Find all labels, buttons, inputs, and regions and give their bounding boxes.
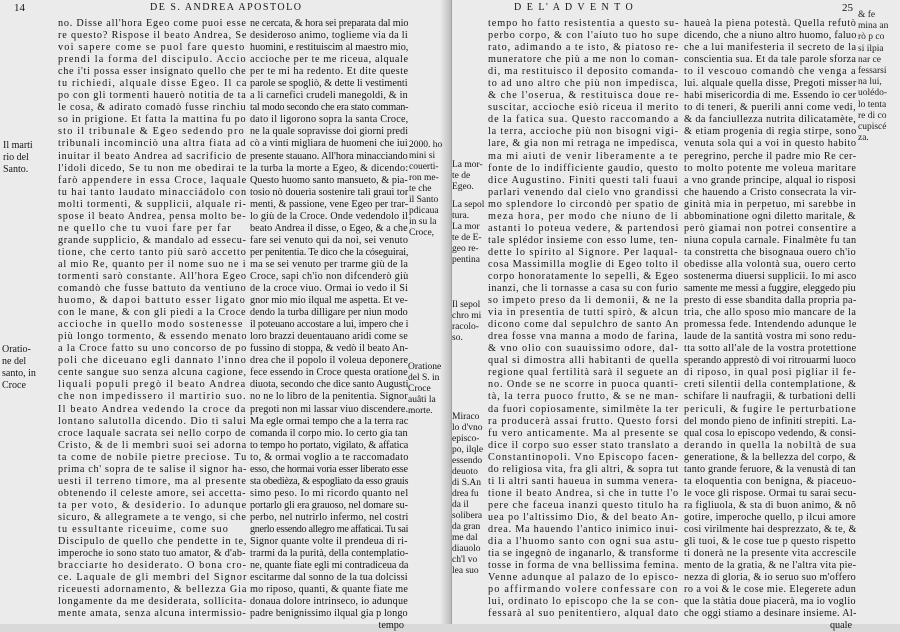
text-line: huomo, & dapoi battuto esser ligato [58,295,246,307]
text-line: haueà la piena potestà. Quella refutò [684,18,857,29]
text-line: tanto grande feruore, & la venustà di tan [684,463,856,475]
text-line: che a lui manifesteria il secreto de la [684,42,857,54]
text-line: fonte de lo indifficiente gaudio, questo [488,162,679,174]
margin-note-sepolchro: Il sepol chro mi racolo- so. [452,300,482,343]
text-line: ta come de nobile pietre preciose. Tu [58,451,248,463]
text-line: niuna copula carnale. Finalmète fu tan [684,234,857,246]
text-line: Questo huomo santo mansueto, & pia- [250,174,408,186]
text-line: lo giù de la Croce. Onde vedendolo il [250,210,408,222]
text-line: gli tuoi, & le cose tue p questo rispetto [684,536,856,548]
text-line: venuta sola qui a voi in questo habito [684,138,857,150]
text-line: astanti lo poteua vedere, & partendosi [488,222,680,234]
text-line: muneratore che più a me non lo coman- [488,54,679,66]
text-line: gotire, imperoche quello, p ilcui amore [684,511,857,523]
text-line: pregoti non mi lassar viuo discendere. [250,403,409,415]
text-line: & vno olio con suauissimo odore, dal- [488,343,679,355]
text-line: parole se spogliò, & dette li vestimenti [250,78,408,90]
text-line: per penitentia. Te dico che la cóseguirai, [250,246,409,258]
text-line: ta per voto, & desiderio. Io adunque [58,499,248,511]
text-line: che oggi stiamo a desinare insieme. Al- [684,608,857,620]
catchword: tempo [378,620,404,632]
text-line: tribunali incominciò una altra fiata ad [58,138,247,150]
text-line: però giamai non potrei consentire a [684,222,857,234]
right-page [452,0,900,632]
text-line: di, ma restituisco il deposito comanda- [488,66,679,78]
text-line: portarlo gli era grauoso, nel domare su- [250,499,408,511]
text-line: tormenti sarò constante. All'hora Egeo [58,270,247,282]
text-line: tione, che certo tanto più sarò accetto [58,246,247,258]
text-line: mente amata, senza alcuna intermissio- [58,608,247,620]
right-edge-margin-note: & fe mina an rò p co si ilpia nar ce fessarsi na lui, uolédo- lo tenta re di co cupiscé za. [858,10,889,144]
text-line: perbo, nel nutrirlo infermo, nel costri [250,511,409,523]
text-line: Signor quante volte il prendeua di ri- [250,536,408,548]
text-line: menti, & passione, vene Egeo per trar- [250,198,409,210]
text-line: a vno grande principe, alqual io risposi [684,174,857,186]
right-text-column-2 [684,18,856,632]
text-line: mo riposo, quanti, & quante fiate me [250,584,409,596]
text-line: via in presentia de tutti spirò, & alcun [488,307,679,319]
margin-note-2000-huomini: 2000. ho mini si couerti- ron me- te che il Santo pdicaua in su la Croce, [409,140,443,238]
text-line: sperando apprestò di voi ritrouarmi luoco [684,355,856,367]
text-line: ne la quale sopravisse doi giorni predi [250,126,409,138]
text-line: derando in quella la nobiltà de sua [684,439,857,451]
text-line: ginità mia in perpetuo, mi sarebbe in [684,198,857,210]
text-line: prima ch' sopra de te salise il signor ha- [58,463,248,475]
text-line: con le mane, & con gli piedi a la Croce [58,307,247,319]
text-line: bracciarte ho desiderato. O bona cro- [58,560,248,572]
text-line: habi misericordia di me. Essendo io cer [684,90,857,102]
text-line: Discipulo de quello che pendette in te, [58,536,248,548]
text-line: ti li altri santi haueua in summa venera- [488,475,679,487]
margin-note-miracolo: Miraco lo d'vno episco- po, ilqle essendo deuoto di S.An drea fu da il solibera da gran me dal diauolo ch'l vo lea suo [452,412,484,576]
catchword: quale [829,620,852,632]
text-line: cosa Massimilla moglie di Egeo tolto il [488,258,679,270]
text-line: dicendo, che a niuno altro huomo, faluo [684,30,857,42]
text-line: dicono come dal sepulchro de santo An [488,319,679,331]
text-line: sto il tribunale & Egeo sedendo pro [58,126,245,138]
text-line: fece essendo in Croce questa oratione [250,367,408,379]
text-line: Constantinopoli. Vno Episcopo facen- [488,451,679,463]
text-line: longamente da me desiderata, sollicita- [58,596,248,608]
text-line: le voce gli rispose. Ormai tu sarai secu- [684,487,857,499]
text-line: periculi, & fugire le perturbatione [684,403,857,415]
text-line: lui. alquale quella disse, Pregoti misser [684,78,857,90]
text-line: dette lo spirito al Signore. Per laqual- [488,246,679,258]
text-line: fare sei venuto qui da noi, sei venuto [250,234,409,246]
text-line: po affirmando volere confessare con [488,584,679,596]
text-line: croce laquale sacrata sei nello corpo de [58,427,247,439]
text-line: Cristo, & de li membri suoi sei adorna [58,439,248,451]
text-line: tale splédor insieme con esso lume, ten- [488,234,679,246]
text-line: cosi virilmente hai desprezzato, & te, & [684,523,857,535]
text-line: ne cercata, & hora sei preparata dal mio [250,18,409,29]
text-line: regione qual fertilità sarà il seguete an [488,367,679,379]
text-line: ce. Laquale de gli membri del Signor [58,572,248,584]
text-line: ra figliuola, & sta di buon animo, & nõ [684,499,857,511]
text-line: conscientia sua. Et da tale parole sforza [684,54,857,66]
text-line: inuitar il beato Andrea ad sacrificio de [58,150,247,162]
text-line: lontano salutolla dicendo. Dio ti salui [58,415,247,427]
text-line: sostenerma diuersi supplicii. Io mi asco [684,270,857,282]
margin-note-martirio: Il marti rio del Santo. [3,140,33,175]
text-line: & da fanciullezza nutrita dilicatamète, [684,114,857,126]
text-line: to, & ormai voglio a te raccomadato [250,451,409,463]
text-line: qual cosa lo episcopo vedendo, & consi- [684,427,857,439]
text-line: dice Augustino. Finiti questi tali fuaui [488,174,679,186]
text-line: tta sotto all'ale de la vostra protettione [684,343,857,355]
text-line: parlari venendo dal cielo vno grandissi [488,186,679,198]
text-line: no. Onde se ne scorre in puoca quanti- [488,379,679,391]
text-line: so in prigione. Et fatta la mattina fu po [58,114,247,126]
text-line: grande supplicio, & mandalo ad essecu- [58,234,247,246]
text-line: mento de la gratia, & ne l'altra vita pie- [684,560,857,572]
text-line: nezza di gloria, & io seruo suo m'offero [684,572,857,584]
text-line: accioche in quello modo sostenesse [58,319,244,331]
text-line: obedisse alla volontà sua, ouero certo [684,258,857,270]
text-line: ma mi aiuti de venir liberamente a te [488,150,679,162]
text-line: huomini, e restituiscim al maestro mio, [250,42,409,54]
text-line: le cosa, & adirato comadò fusse rinchiu [58,102,247,114]
text-line: to ad uno altro che più non impedisca, [488,78,679,90]
text-line: ra producerà assai frutto. Questo forsi [488,415,679,427]
left-text-column-1 [58,18,246,620]
margin-note-morte-egeo: La mor- te de Egeo. [452,160,483,192]
text-line: tia se ingegnò de inganarlo, & transforme [488,548,679,560]
text-line: pere che faceua inanzi questo titulo ha [488,499,680,511]
left-page-number: 14 [14,2,25,14]
text-line: uesti il terreno timore, ma al presente [58,475,247,487]
text-line: que la stàtia doue piacerà, ma io voglio [684,596,856,608]
text-line: ne quello che tu vuoi fare per far [58,222,233,234]
text-line: trarmi da la purità, della contemplatio- [250,548,409,560]
text-line: rato, adimando a te isto, & piatoso re- [488,42,680,54]
text-line: & che l'oserua, & restituisca doue re- [488,90,680,102]
text-line: de la fatica sua. Questo raccomando a [488,114,680,126]
text-line: ma se sei venuto per trarme giù de la [250,258,409,270]
text-line: lare, & gia non mi retraga ne impedisca, [488,138,679,150]
text-line: tu richiedi, alquale disse Egeo. Il ca [58,78,248,90]
text-line: riceuesti adornamento, & bellezza Gia [58,584,248,596]
right-page-number: 25 [842,2,853,14]
text-line: gnerlo essendo allegro me affaticai. Tu sai [250,523,409,535]
text-line: dato il ligorono sopra la santa Croce, [250,114,409,126]
text-line: da fuori copiosamente, similmète la ter [488,403,679,415]
text-line: obtenendo il celeste amore, sei accetta- [58,487,247,499]
text-line: dice il corpo suo esser stato translato a [488,439,679,451]
text-line: più longo tormento, & essendo menato [58,331,248,343]
text-line: to di teneri, & puerili anni come vedi, [684,102,857,114]
text-line: voi sapere come se puol fare questo [58,42,246,54]
text-line: la turba la morte a Egeo, & dicendo: [250,162,409,174]
text-line: loro brazzi deuentauano aridi come se [250,331,408,343]
text-line: ta constretta che bisognaua ouero ch'io [684,246,857,258]
right-text-column-1 [488,18,678,620]
text-line: a li carnefici crudeli manegoldi, & in [250,90,408,102]
right-running-head: D E L' A D V E N T O [514,2,635,13]
text-line: prendi la forma del discipulo. Accio [58,54,247,66]
text-line: perbo corpo, & con l'aiuto tuo ho supe [488,30,680,42]
text-line: che hauendo a Cristo consecrata la vir- [684,186,857,198]
text-line: suscitar, accioche esiò riceua il merito [488,102,680,114]
text-line: cente sangue suo senza alcuna cagione, [58,367,247,379]
text-line: molti tormenti, & supplicii, alquale ri- [58,198,247,210]
text-line: presente stauano. All'hora minacciando [250,150,408,162]
text-line: tu essultante riceuime, come suo [58,523,230,535]
text-line: comanda il corpo mio. Io certo gia tan [250,427,408,439]
text-line: ro a voi & le cose mie. Elegerete adun [684,584,857,596]
text-line: fussino di stoppa, & vedò il beato An- [250,343,409,355]
text-line: promessa fede. Intendendo adunque le [684,319,857,331]
text-line: al mio Re, quanto per il nome suo ne i [58,258,247,270]
text-line: diuota, secondo che dice santo Augusti [250,379,409,391]
text-line: mo splendore lo circondò per spatio de [488,198,680,210]
text-line: farò appendere in essa Croce, laquale [58,174,248,186]
margin-note-sepoltura: La sepol tura. La mor te de E- geo re- pentina [452,200,485,265]
text-line: re questo? Rispose il beato Andrea, Se [58,30,248,42]
text-line: a la Croce fatto su uno concorso de po [58,343,248,355]
text-line: ta eloquentia con benigna, & piaceuo- [684,475,857,487]
text-line: samente me messi a fuggire, eleggedo piu [684,283,856,295]
margin-note-oratione: Oratio- ne del santo, in Croce [2,344,36,391]
text-line: tosse in forma de vna bellissima femina. [488,560,680,572]
text-line: creti silentii della contemplatione, & [684,379,857,391]
text-line: po con gli tormenti hauerò notitia de ta [58,90,247,102]
text-line: & etiam progenia di regia stirpe, sono [684,126,857,138]
text-line: presto di esse sbandita dalla propria pa- [684,295,857,307]
text-line: spose il beato Andrea, pensa molto be- [58,210,247,222]
text-line: poli che diceuano egli dannato l'inno [58,355,247,367]
text-line: gnor mio mio ilqual me aspetta. Et ve- [250,295,408,307]
text-line: imperoche io sono stato tuo amator, & d'ab- [58,548,246,560]
text-line: do religiosa vita, fra gli altri, & sopra tut [488,463,679,475]
text-line: comandò che fusse battuto da ventiuno [58,283,247,295]
text-line: accioche per te me riceua, alquale [250,54,409,66]
text-line: to il vescouo comandò che venga a [684,66,857,78]
text-line: qual si dimostra alli habitanti de quella [488,355,680,367]
text-line: to tempo ho portato, vigilato, & affatica [250,439,409,451]
text-line: dendo la turba dilligare per niun modo [250,307,408,319]
text-line: padre benignissimo ilqual gia p longo [250,608,408,620]
text-line: ne, quante fiate egli mi contradiceua da [250,560,409,572]
text-line: per te mi ha redento. Et dite queste [250,66,409,78]
text-line: schifare li naufragii, & turbationi delli [684,391,856,403]
text-line: fu vero anticamente. Ma al presente se [488,427,679,439]
text-line: de la croce viuo. Ormai io vedo il Si [250,283,409,295]
text-line: meza hora, per modo che niuno de li [488,210,679,222]
text-line: tria, che allo sposo mio mancare de la [684,307,857,319]
text-line: drea. Ma hauendo l'antico inimico inui- [488,523,679,535]
text-line: ti donerà ne la presente vita accrescile [684,548,857,560]
text-line: l'idoli dicedo, Se tu non me obedirai te [58,162,248,174]
left-text-column-2 [250,18,408,632]
text-line: corpo honoratamente lo sepelli, & Egeo [488,270,680,282]
text-line: drea che il popolo il voleua deponere [250,355,409,367]
text-line: la terra, accioche più non bisogni vigi- [488,126,679,138]
text-line: tu hai tanto laudato minacciádolo con [58,186,248,198]
text-line: dia a l'huomo santo con ogni sua astu- [488,536,680,548]
text-line: tà, la terra puoco frutto, & se ne man- [488,391,680,403]
text-line: Il beato Andrea vedendo la croce da [58,403,247,415]
text-line: Croce, sapi ch'io non difcenderò giù [250,270,409,282]
text-line: fessarà al suo penitentiero, alqual dato [488,608,680,620]
text-line: drea fosse vna manna a modo de farina, [488,331,679,343]
text-line: simo peso. Io mi ricordo quanto nel [250,487,409,499]
text-line: del mondo pieno de infiniti strepiti. La- [684,415,857,427]
text-line: to molto potente me voleua maritare [684,162,857,174]
text-line: uea po l'altissimo Dio, & del beato An- [488,511,679,523]
text-line: cò a vinti migliara de huomeni che iui [250,138,408,150]
text-line: peregrino, perche il padre mio Re cer- [684,150,857,162]
text-line: no ne lo libro de la penitentia. Signor [250,391,408,403]
text-line: no. Disse all'hora Egeo come puoi esse [58,18,247,29]
text-line: Venne adunque al palazo de lo episco- [488,572,680,584]
text-line: sta obedièza, & espogliato da esso grauis [250,475,409,487]
text-line: che non impedissero il martirio suo. [58,391,247,403]
text-line: tal modo secondo che era stato comman- [250,102,409,114]
text-line: tosio nò douerìa sostenire tali grauì tor [250,186,409,198]
text-line: tempo ho fatto resistentia a questo su- [488,18,680,29]
left-running-head: DE S. ANDREA APOSTOLO [150,2,303,13]
text-line: liquali populi pregò il beato Andrea [58,379,247,391]
text-line: tione il beato Andrea, sì che in tutte l'o [488,487,679,499]
text-line: escitarme dal sonno de la tua dolcissi [250,572,408,584]
text-line: laude de la santità vostra mi sono redu- [684,331,857,343]
text-line: donaua dolore intrinseco, io adunque [250,596,408,608]
text-line: lui, ordinato lo episcopo che la se con- [488,596,680,608]
text-line: so impeto preso da li demonii, & ne la [488,295,679,307]
text-line: Ma egle ormai tempo che a la terra rac [250,415,409,427]
text-line: di riposo, in qual posi pigliar il fe- [684,367,857,379]
margin-note-oratione-morte: Oratione del S. in Croce auâti la morte. [408,362,442,416]
text-line: abbominatione ogni diletto maritale, & [684,210,857,222]
text-line: esso, che hormai voria esser liberato esse [250,463,408,475]
text-line: il poteuano accostare a lui, impero che i [250,319,409,331]
text-line: desideroso animo, toglieme via da li [250,30,408,42]
text-line: che i'ti possa esser insignato quello che [58,66,247,78]
text-line: inanzi, che li tornasse a casa su con furio [488,283,679,295]
text-line: sicuro, & allegramete a te vengo, si che [58,511,247,523]
text-line: generatione, & la bellezza del corpo, & [684,451,857,463]
text-line: beato Andrea il disse, o Egeo, & a che [250,222,408,234]
